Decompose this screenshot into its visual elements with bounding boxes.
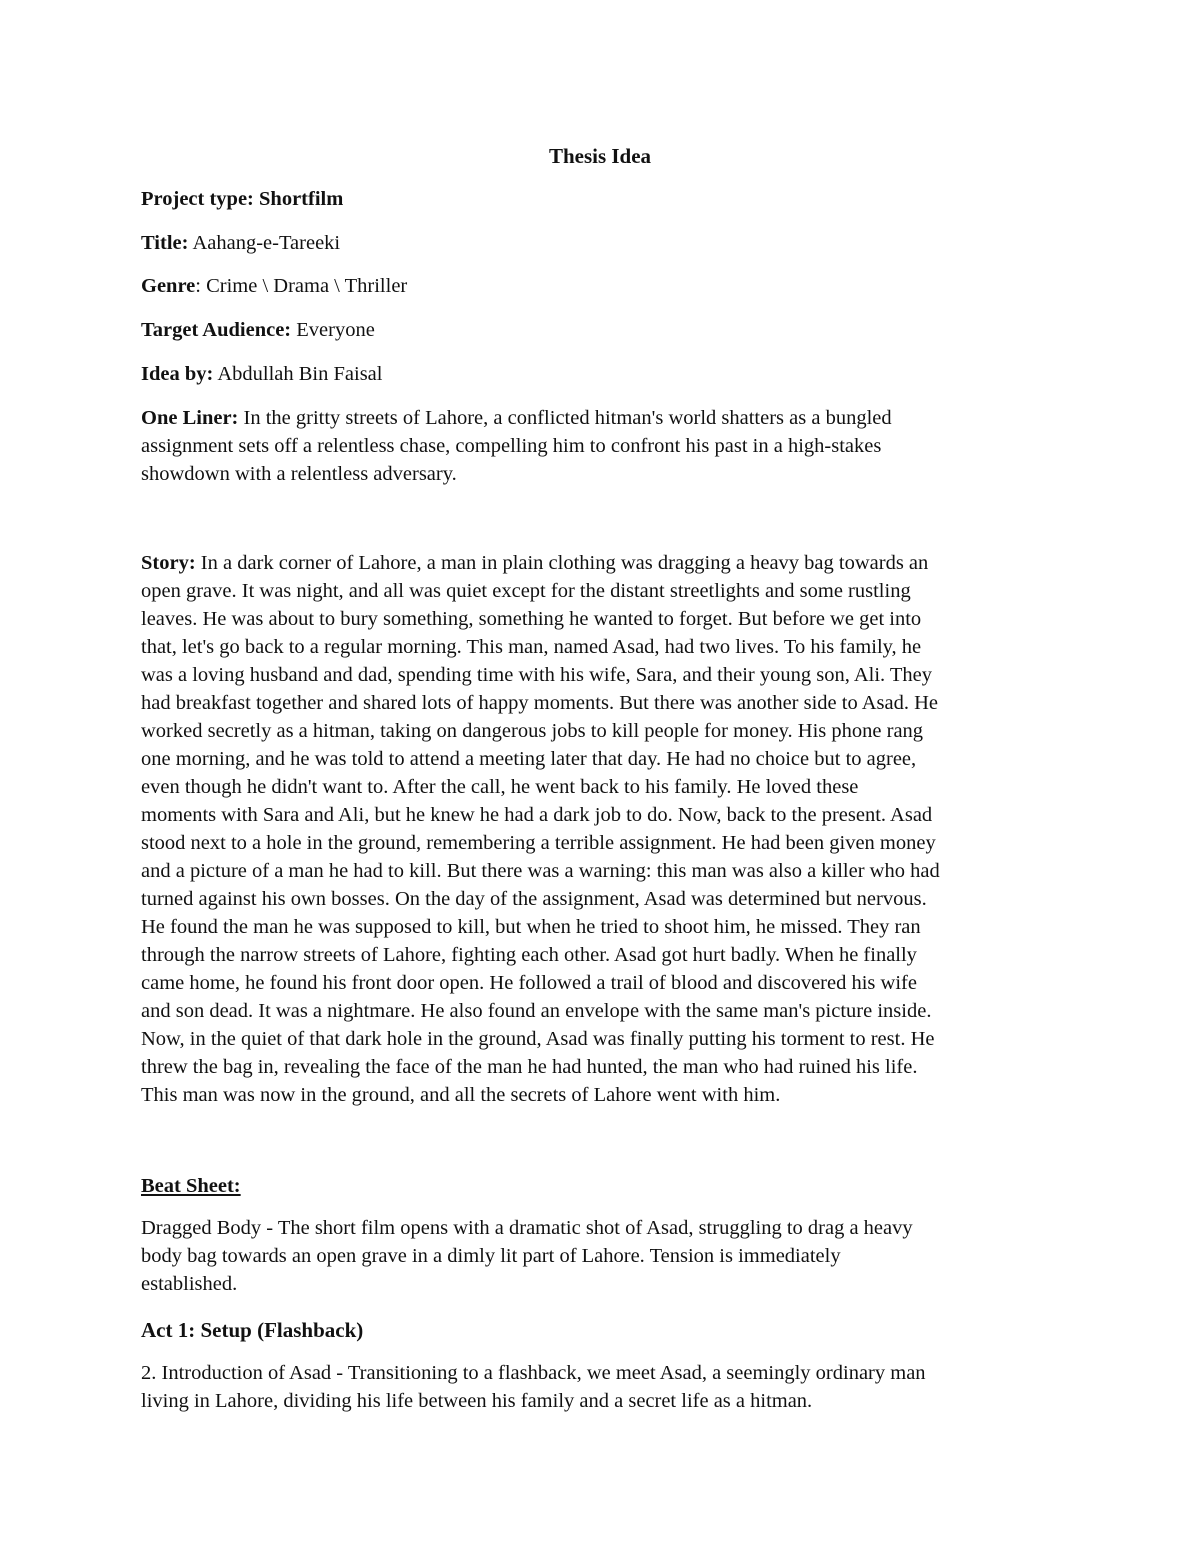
story-line: even though he didn't want to. After the call, he went back to his family. He loved these	[141, 776, 859, 798]
title-field	[141, 229, 1061, 257]
beat-line: Dragged Body - The short film opens with a dramatic shot of Asad, struggling to drag a heavy	[141, 1217, 913, 1239]
story-line: He found the man he was supposed to kill, but when he tried to shoot him, he missed. They ran	[141, 916, 921, 938]
one-liner-line: showdown with a relentless adversary.	[141, 463, 457, 485]
one-liner-paragraph	[141, 404, 1066, 488]
beat-introduction-paragraph	[141, 1359, 1066, 1415]
one-liner-line	[141, 404, 1066, 432]
one-liner-line: assignment sets off a relentless chase, compelling him to confront his past in a high-stakes	[141, 435, 882, 457]
beat-dragged-body-paragraph	[141, 1214, 1066, 1298]
beat-line: living in Lahore, dividing his life between his family and a secret life as a hitman.	[141, 1390, 813, 1412]
story-line: had breakfast together and shared lots of happy moments. But there was another side to Asad. He	[141, 692, 939, 714]
story-line: one morning, and he was told to attend a meeting later that day. He had no choice but to agree,	[141, 748, 917, 770]
project-type-field	[141, 185, 1061, 213]
story-line: that, let's go back to a regular morning. This man, named Asad, had two lives. To his family, he	[141, 636, 922, 658]
genre-value: : Crime \ Drama \ Thriller	[195, 275, 408, 297]
story-line: open grave. It was night, and all was quiet except for the distant streetlights and some rustling	[141, 580, 911, 602]
one-liner-text: In the gritty streets of Lahore, a conflicted hitman's world shatters as a bungled	[238, 407, 892, 429]
title-value: Aahang-e-Tareeki	[192, 232, 341, 254]
story-line: and a picture of a man he had to kill. But there was a warning: this man was also a killer who had	[141, 860, 940, 882]
target-audience-field	[141, 316, 1061, 344]
story-line: This man was now in the ground, and all the secrets of Lahore went with him.	[141, 1084, 781, 1106]
idea-by-value: Abdullah Bin Faisal	[217, 363, 383, 385]
beat-line: body bag towards an open grave in a dimly lit part of Lahore. Tension is immediately	[141, 1245, 841, 1267]
genre-label: Genre	[141, 275, 196, 297]
target-audience-value: Everyone	[296, 319, 375, 341]
story-line: through the narrow streets of Lahore, fighting each other. Asad got hurt badly. When he finally	[141, 944, 917, 966]
story-line: turned against his own bosses. On the day of the assignment, Asad was determined but nervous.	[141, 888, 927, 910]
beat-line: established.	[141, 1273, 238, 1295]
act-1-heading: Act 1: Setup (Flashback)	[141, 1318, 364, 1342]
story-line: was a loving husband and dad, spending time with his wife, Sara, and their young son, Ali. They	[141, 664, 933, 686]
beat-line: 2. Introduction of Asad - Transitioning to a flashback, we meet Asad, a seemingly ordinary man	[141, 1362, 926, 1384]
story-line	[141, 549, 1066, 577]
title-label: Title:	[141, 232, 189, 254]
story-line: threw the bag in, revealing the face of the man he had hunted, the man who had ruined his life.	[141, 1056, 918, 1078]
idea-by-label: Idea by:	[141, 363, 214, 385]
story-line: came home, he found his front door open. He followed a trail of blood and discovered his wife	[141, 972, 917, 994]
story-paragraph	[141, 549, 1066, 1109]
story-line: moments with Sara and Ali, but he knew he had a dark job to do. Now, back to the present. Asad	[141, 804, 933, 826]
story-line: stood next to a hole in the ground, remembering a terrible assignment. He had been given money	[141, 832, 936, 854]
story-line: leaves. He was about to bury something, something he wanted to forget. But before we get into	[141, 608, 922, 630]
genre-field	[141, 272, 1061, 300]
document-title: Thesis Idea	[548, 144, 652, 168]
project-type-label: Project type:	[141, 188, 254, 210]
story-line: worked secretly as a hitman, taking on dangerous jobs to kill people for money. His phone rang	[141, 720, 924, 742]
story-line: Now, in the quiet of that dark hole in the ground, Asad was finally putting his torment to rest. He	[141, 1028, 935, 1050]
story-line: and son dead. It was a nightmare. He also found an envelope with the same man's picture inside.	[141, 1000, 932, 1022]
beat-sheet-heading: Beat Sheet:	[141, 1175, 241, 1197]
story-label: Story:	[141, 552, 196, 574]
project-type-value: Shortfilm	[259, 188, 344, 210]
story-text: In a dark corner of Lahore, a man in plain clothing was dragging a heavy bag towards an	[195, 552, 929, 574]
idea-by-field	[141, 360, 1061, 388]
target-audience-label: Target Audience:	[141, 319, 292, 341]
one-liner-label: One Liner:	[141, 407, 239, 429]
